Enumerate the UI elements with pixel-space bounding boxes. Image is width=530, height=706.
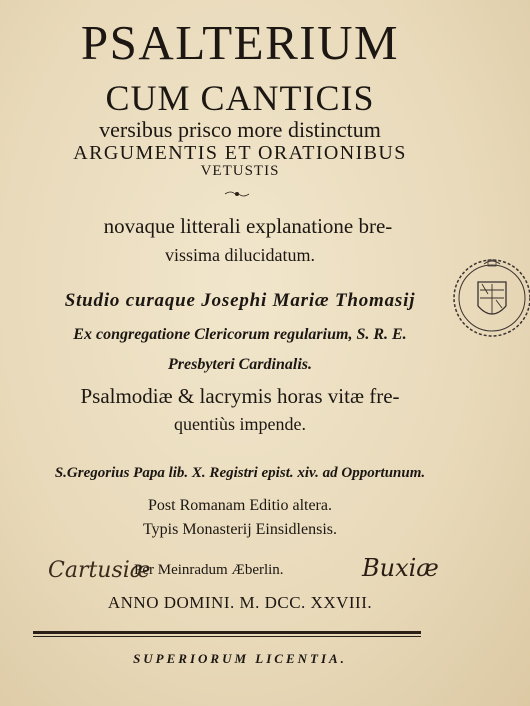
imprint-year: ANNO DOMINI. M. DCC. XXVIII. <box>107 593 373 612</box>
library-stamp-icon <box>444 248 530 352</box>
handwritten-annotation-right: Buxiæ <box>362 554 439 582</box>
book-title: PSALTERIUM <box>80 15 400 70</box>
printer-line: Typis Monasterij Einsidlensis. <box>143 521 337 538</box>
divider-rule-thin <box>33 636 421 637</box>
motto-citation: S.Gregorius Papa lib. X. Registri epist. xiv. ad Opportunum. <box>54 465 426 481</box>
author-title: Presbyteri Cardinalis. <box>167 356 312 373</box>
book-subtitle: CUM CANTICIS <box>105 78 375 118</box>
title-line-5: VETUSTIS <box>200 163 280 179</box>
author-congregation: Ex congregatione Clericorum regularium, S. R. E. <box>73 326 407 343</box>
edition-line: Post Romanam Editio altera. <box>148 497 332 514</box>
title-line-7: vissima dilucidatum. <box>165 245 315 265</box>
publisher-name: Per Meinradum Æberlin. <box>134 562 284 578</box>
ornament-icon <box>223 189 251 199</box>
motto-line-2: quentiùs impende. <box>174 414 306 434</box>
motto-line-1: Psalmodiæ & lacrymis horas vitæ fre- <box>80 384 400 408</box>
title-line-3: versibus prisco more distinctum <box>99 117 381 142</box>
author-line: Studio curaque Josephi Mariæ Thomasij <box>64 290 416 311</box>
title-line-4: ARGUMENTIS ET ORATIONIBUS <box>73 142 407 164</box>
license-line: SUPERIORUM LICENTIA. <box>133 651 347 666</box>
publisher-row <box>0 552 480 586</box>
handwritten-annotation-left: Cartusiæ <box>48 558 151 583</box>
title-line-6: novaque litterali explanatione bre- <box>103 214 393 238</box>
divider-rule <box>33 631 421 634</box>
